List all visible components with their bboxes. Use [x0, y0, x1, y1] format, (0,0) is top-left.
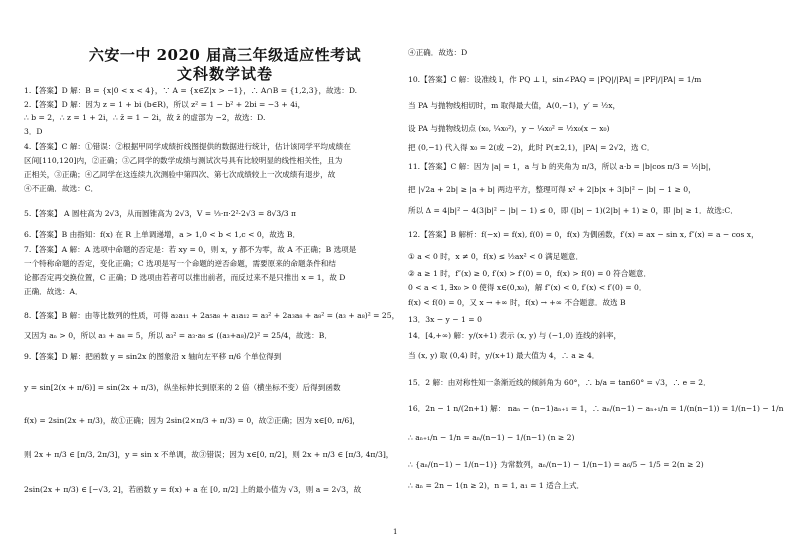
- answer-line: ∴ {aₙ/(n−1) − 1/(n−1)} 为常数列，aₙ/(n−1) − 1/(n−1) = a₆/5 − 1/5 = 2(n ≥ 2): [408, 460, 704, 469]
- answer-line: 9.【答案】D 解：把函数 y = sin2x 的图象沿 x 轴向左平移 π/6 个单位得到: [24, 352, 282, 361]
- answer-line: f(x) = 2sin(2x + π/3)，故①正确；因为 2sin(2×π/3 + π/3) = 0，故②正确；因为 x∈[0, π/6]，: [24, 416, 360, 425]
- answer-line: 则 2x + π/3 ∈ [π/3, 2π/3]，y = sin x 不单调，故③错误；因为 x∈[0, π/2]，则 2x + π/3 ∈ [π/3, 4π/3]，: [24, 450, 394, 459]
- answer-line: 正确．故选：A．: [24, 287, 83, 296]
- answer-line: 所以 Δ = 4|b|² − 4(3|b|² − |b| − 1) ≤ 0，即 (|b| − 1)(2|b| + 1) ≥ 0，即 |b| ≥ 1．故选:C．: [408, 206, 738, 215]
- answer-line: 把 |√2a + 2b| ≥ |a + b| 两边平方，整理可得 x² + 2|b|x + 3|b|² − |b| − 1 ≥ 0，: [408, 185, 696, 194]
- answer-line: 6.【答案】B 由指知：f(x) 在 R 上单调递增，a > 1,0 < b < 1,c < 0，故选 B．: [24, 230, 301, 239]
- answer-line: 7.【答案】A 解：A 选项中命题的否定是：若 xy = 0，则 x，y 都不为零，故 A 不正确；B 选项是: [24, 245, 357, 254]
- answer-line: 11.【答案】C 解：因为 |a| = 1，a 与 b 的夹角为 π/3，所以 a·b = |b|cos π/3 = ½|b|，: [408, 162, 716, 171]
- answer-line: 10.【答案】C 解：设准线 l，作 PQ ⊥ l，sin∠PAQ = |PQ|/|PA| = |PF|/|PA| = 1/m: [408, 75, 702, 84]
- answer-line: 15．2 解：由对称性知一条渐近线的倾斜角为 60°，∴ b/a = tan60° = √3，∴ e = 2．: [408, 378, 711, 387]
- answer-line: 3．D: [24, 127, 43, 136]
- page-number: 1: [393, 528, 398, 536]
- answer-line: f(x) < f(0) = 0，又 x → +∞ 时，f(x) → +∞ 不合题意．故选 B: [408, 298, 626, 307]
- answer-line: 2sin(2x + π/3) ∈ [−√3, 2]，若函数 y = f(x) + a 在 [0, π/2] 上的最小值为 √3，则 a = 2√3，故: [24, 485, 362, 494]
- answer-line: 一个特称命题的否定，变化正确；C 选项是写一个命题的逆否命题，需要原来的命题条件和结: [24, 259, 336, 268]
- document-title: 六安一中 2020 届高三年级适应性考试: [88, 46, 362, 64]
- answer-line: 1.【答案】D 解：B = {x|0 < x < 4}，∵ A = {x∈Z|x > −1}，∴ A∩B = {1,2,3}，故选：D.: [24, 86, 358, 95]
- answer-line: ② a ≥ 1 时，f″(x) ≥ 0, f′(x) > f′(0) = 0，f(x) > f(0) = 0 符合题意．: [408, 269, 652, 278]
- answer-line: 区间[110,120]内，②正确；③乙同学的数学成绩与测试次号具有比较明显的线性相关性，且为: [24, 156, 343, 165]
- answer-line: 又因为 aₙ > 0，所以 a₃ + a₈ = 5，所以 a₃² = a₃·a₈ ≤ ((a₃+a₈)/2)² = 25/4，故选：B．: [24, 331, 332, 340]
- answer-line: ① a < 0 时，x ≠ 0，f(x) ≤ ½ax² < 0 满足题意．: [408, 252, 584, 261]
- answer-line: 2.【答案】D 解：因为 z = 1 + bi (b∈R)，所以 z² = 1 − b² + 2bi = −3 + 4i，: [24, 100, 306, 109]
- answer-line: 4.【答案】C 解：①错误：②根据甲同学成绩折线图提供的数据进行统计，估计该同学平均成绩在: [24, 142, 351, 151]
- answer-line: ∴ b = 2，∴ z = 1 + 2i，∴ z̄ = 1 − 2i，故 z̄ 的虚部为 −2，故选：D.: [24, 113, 266, 122]
- answer-line: y = sin[2(x + π/6)] = sin(2x + π/3)，纵坐标伸长到原来的 2 倍（横坐标不变）后得到函数: [24, 383, 341, 392]
- document-subtitle: 文科数学试卷: [176, 65, 273, 83]
- answer-line: 0 < a < 1, ∃x₀ > 0 使得 x∈(0,x₀)，解 f″(x) < 0, f′(x) < f′(0) = 0．: [408, 283, 647, 292]
- answer-line: 把 (0,−1) 代入得 x₀ = 2(或 −2)，此时 P(±2,1)，|PA| = 2√2，选 C．: [408, 143, 655, 152]
- answer-line: ∴ aₙ₊₁/n − 1/n = aₙ/(n−1) − 1/(n−1) (n ≥ 2): [408, 433, 575, 442]
- answer-line: 5.【答案】 A 圆柱高为 2√3，从而圆锥高为 2√3，V = ⅓·π·2²·2√3 = 8√3/3 π: [24, 209, 297, 218]
- answer-line: 14．[4,+∞) 解：y/(x+1) 表示 (x, y) 与 (−1,0) 连线的斜率，: [408, 331, 622, 340]
- answer-line: 论都否定再交换位置，C 正确；D 选项由若者可以推出前者，而反过来不是只推出 x = 1，故 D: [24, 273, 346, 282]
- answer-line: 12.【答案】B 解析：f(−x) = f(x), f(0) = 0，f(x) 为偶函数，f′(x) = ax − sin x, f″(x) = a − cos x，: [408, 230, 759, 239]
- answer-line: 当 (x, y) 取 (0,4) 时，y/(x+1) 最大值为 4，∴ a ≥ 4．: [408, 351, 600, 360]
- answer-line: 16．2n − 1 n/(2n+1) 解： naₙ − (n−1)aₙ₊₁ = 1，∴ aₙ/(n−1) − aₙ₊₁/n = 1/(n(n−1)) = 1/(n−1) − 1/n: [408, 404, 784, 413]
- answer-line: 正相关，③正确；④乙同学在这连续九次测验中第四次、第七次成绩较上一次成绩有退步，故: [24, 170, 336, 179]
- answer-line: 当 PA 与抛物线相切时，m 取得最大值，A(0,−1)，y′ = ½x，: [408, 101, 621, 110]
- answer-line: ④正确．故选：D: [408, 48, 468, 57]
- answer-line: 13．3x − y − 1 = 0: [408, 315, 482, 324]
- answer-line: 设 PA 与抛物线切点 (x₀, ¼x₀²)，y − ¼x₀² = ½x₀(x − x₀): [408, 124, 610, 133]
- answer-line: ④不正确．故选：C．: [24, 184, 99, 193]
- answer-line: ∴ aₙ = 2n − 1(n ≥ 2)，n = 1, a₁ = 1 适合上式．: [408, 481, 585, 490]
- answer-line: 8.【答案】B 解：由等比数列的性质，可得 a₂a₁₁ + 2a₅a₈ + a₁a₁₂ = a₃² + 2a₃a₈ + a₈² = (a₃ + a₈)² = 25，: [24, 311, 400, 320]
